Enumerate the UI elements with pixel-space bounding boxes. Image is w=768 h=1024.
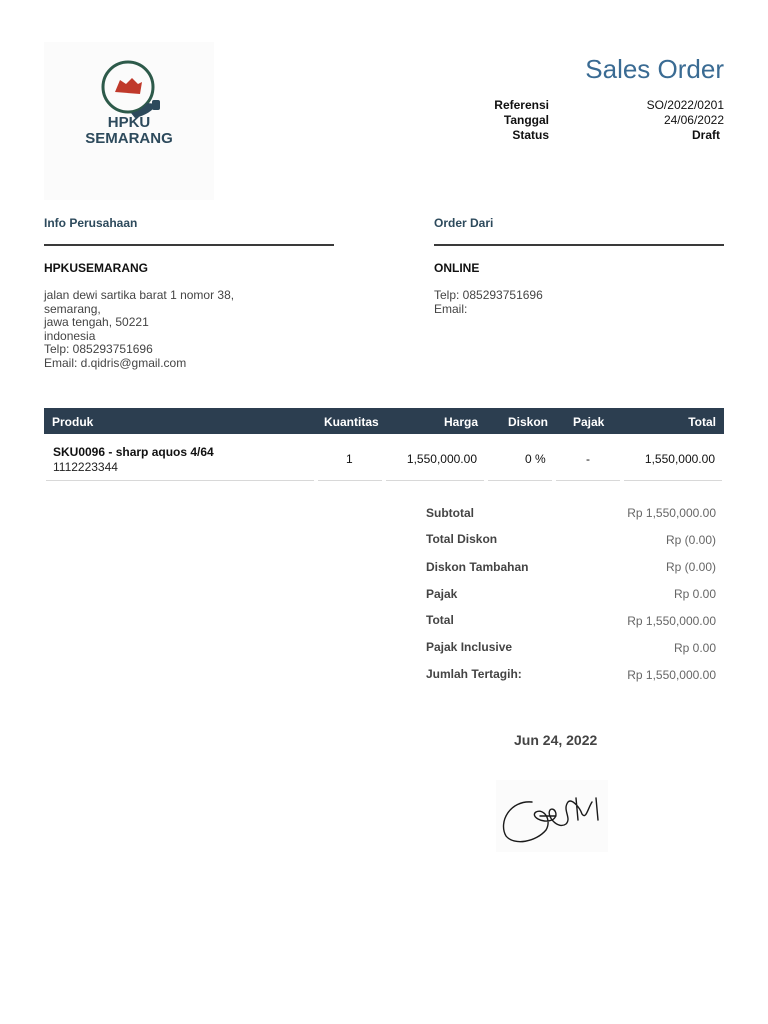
signature-scribble-icon [496, 780, 608, 852]
row-product-name: SKU0096 - sharp aquos 4/64 [53, 445, 214, 459]
customer-contact [434, 289, 543, 316]
column-header-qty: Kuantitas [324, 415, 379, 429]
company-address-line: jalan dewi sartika barat 1 nomor 38, [44, 288, 235, 302]
column-header-product: Produk [52, 415, 94, 429]
company-section-divider [44, 244, 334, 246]
customer-name: ONLINE [434, 261, 480, 275]
summary-label-jumlah-tertagih: Jumlah Tertagih: [426, 667, 522, 681]
summary-value-total-diskon: Rp (0.00) [665, 533, 716, 547]
summary-value-jumlah-tertagih: Rp 1,550,000.00 [627, 668, 716, 682]
meta-value-tanggal: 24/06/2022 [663, 113, 724, 127]
company-address-line: indonesia [44, 328, 96, 343]
row-divider [318, 480, 382, 481]
summary-label-subtotal: Subtotal [426, 506, 474, 520]
summary-value-pajak: Rp 0.00 [673, 587, 716, 601]
meta-label-status: Status [512, 128, 549, 142]
summary-label-total-diskon: Total Diskon [426, 532, 498, 546]
row-total: 1,550,000.00 [644, 452, 715, 466]
company-address-line: semarang, [44, 301, 101, 316]
product-table-header [44, 408, 724, 434]
customer-email: Email: [434, 301, 468, 316]
row-qty: 1 [346, 452, 353, 466]
row-divider [556, 480, 620, 481]
column-header-price: Harga [443, 415, 478, 429]
signature-image [496, 780, 608, 852]
document-title: Sales Order [585, 54, 724, 84]
meta-label-referensi: Referensi [494, 98, 549, 112]
customer-phone: Telp: 085293751696 [434, 288, 543, 302]
column-header-discount: Diskon [508, 415, 549, 429]
row-discount: 0 % [525, 452, 546, 466]
company-address [44, 289, 234, 370]
summary-label-total: Total [426, 613, 454, 627]
meta-value-status: Draft [691, 128, 720, 142]
column-header-tax: Pajak [573, 415, 605, 429]
company-section-heading: Info Perusahaan [44, 216, 138, 230]
meta-label-tanggal: Tanggal [503, 113, 549, 127]
summary-label-diskon-tambahan: Diskon Tambahan [426, 560, 529, 574]
company-address-line: jawa tengah, 50221 [44, 315, 149, 329]
row-divider [488, 480, 552, 481]
summary-label-pajak: Pajak [426, 587, 458, 601]
row-product-sku: 1112223344 [53, 460, 118, 474]
meta-value-referensi: SO/2022/0201 [646, 98, 724, 112]
row-divider [46, 480, 314, 481]
customer-section-heading: Order Dari [434, 216, 494, 230]
column-header-total: Total [688, 415, 716, 429]
company-phone: Telp: 085293751696 [44, 342, 153, 356]
company-name: HPKUSEMARANG [44, 261, 149, 275]
summary-value-subtotal: Rp 1,550,000.00 [627, 506, 716, 520]
summary-value-diskon-tambahan: Rp (0.00) [665, 560, 716, 574]
summary-label-pajak-inclusive: Pajak Inclusive [426, 640, 513, 654]
row-divider [624, 480, 722, 481]
row-price: 1,550,000.00 [406, 452, 477, 466]
summary-value-total: Rp 1,550,000.00 [627, 614, 716, 628]
customer-section-divider [434, 244, 724, 246]
company-logo [44, 42, 214, 200]
signature-date: Jun 24, 2022 [514, 732, 598, 748]
logo-text-line1: HPKU [107, 114, 151, 131]
logo-text-line2: SEMARANG [85, 130, 173, 147]
row-divider [386, 480, 484, 481]
summary-value-pajak-inclusive: Rp 0.00 [673, 641, 716, 655]
company-email: Email: d.qidris@gmail.com [44, 355, 187, 370]
row-tax: - [586, 452, 590, 466]
